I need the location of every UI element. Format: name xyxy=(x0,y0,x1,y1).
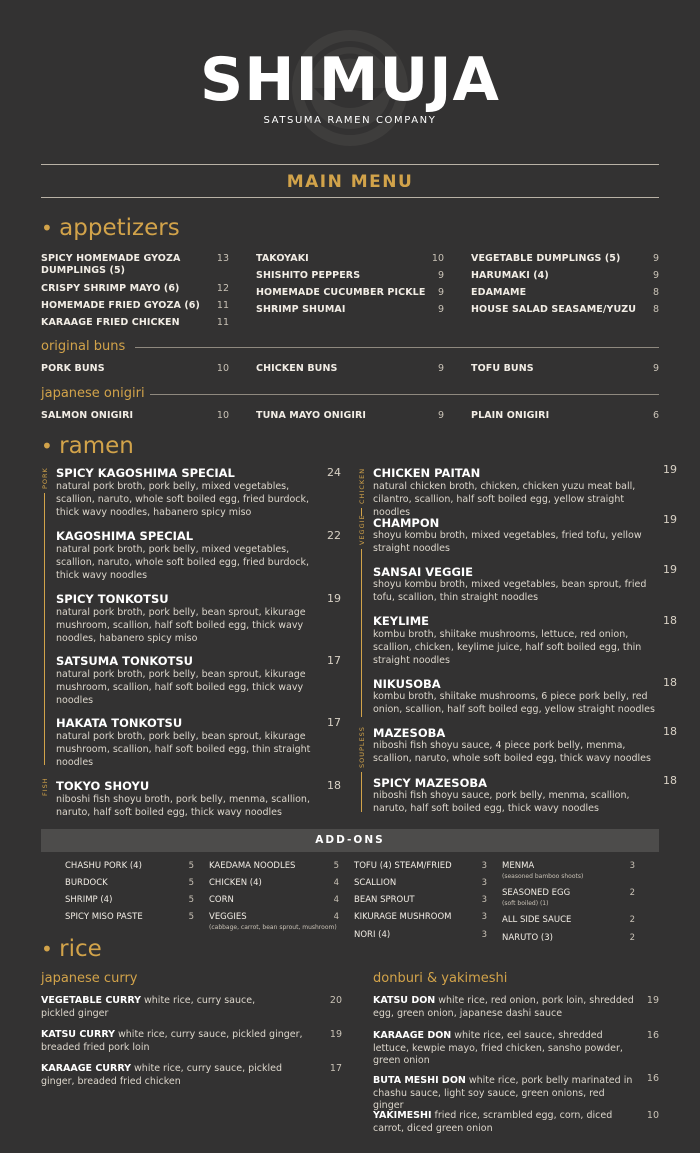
rice-item xyxy=(41,995,291,1020)
rice-item-name: KARAAGE DON xyxy=(373,1030,452,1041)
rice-item-name: KATSU DON xyxy=(373,995,436,1006)
addon-price: 3 xyxy=(481,895,487,905)
ramen-item-price: 19 xyxy=(663,463,677,476)
addon-item: MENMA xyxy=(502,861,535,871)
ramen-item-price: 24 xyxy=(327,466,341,479)
rice-item xyxy=(373,1110,635,1135)
menu-item-price: 9 xyxy=(652,270,659,281)
addon-item: NARUTO (3) xyxy=(502,933,553,943)
ramen-item-name: MAZESOBA xyxy=(373,726,446,740)
addon-price: 2 xyxy=(629,915,635,925)
menu-item-price: 12 xyxy=(216,283,229,294)
menu-item: HOMEMADE CUCUMBER PICKLE xyxy=(256,287,426,298)
menu-item-price: 6 xyxy=(652,410,659,421)
ramen-item-desc: natural pork broth, pork belly, mixed vegetables, scallion, naruto, whole soft boiled egg, fried burdock, thick wavy noodles xyxy=(56,544,310,581)
menu-item: PLAIN ONIGIRI xyxy=(471,410,550,421)
menu-item-price: 10 xyxy=(216,363,229,374)
menu-item: SPICY HOMEMADE GYOZA DUMPLINGS (5) xyxy=(41,253,181,276)
section-title-appetizers: • appetizers xyxy=(41,215,180,241)
rice-item-name: VEGETABLE CURRY xyxy=(41,995,141,1006)
ramen-item-price: 22 xyxy=(327,529,341,542)
category-tag-chicken: CHICKEN xyxy=(358,467,366,504)
rice-item-desc: white rice, red onion, pork loin, shredded egg, green onion, japanese dashi sauce xyxy=(373,995,634,1019)
ramen-item-price: 19 xyxy=(663,563,677,576)
rice-item-desc: white rice, eel sauce, shredded lettuce, kewpie mayo, fried chicken, sansho powder, green onion xyxy=(373,1030,623,1066)
category-line xyxy=(361,549,362,717)
menu-item: PORK BUNS xyxy=(41,363,105,374)
menu-item: SHRIMP SHUMAI xyxy=(256,304,346,315)
addon-item: ALL SIDE SAUCE xyxy=(502,915,572,925)
menu-item-price: 11 xyxy=(216,317,229,328)
ramen-item-name: KEYLIME xyxy=(373,614,430,628)
menu-item: CRISPY SHRIMP MAYO (6) xyxy=(41,283,180,294)
addon-price: 3 xyxy=(481,930,487,940)
ramen-item-price: 18 xyxy=(663,676,677,689)
divider xyxy=(41,197,659,198)
ramen-item-price: 19 xyxy=(327,592,341,605)
addon-price: 2 xyxy=(629,888,635,898)
rice-item-desc: white rice, curry sauce, pickled ginger xyxy=(41,995,256,1019)
addon-item: CHICKEN (4) xyxy=(209,878,262,888)
subsection-title-curry: japanese curry xyxy=(41,971,138,986)
menu-item-price: 8 xyxy=(652,287,659,298)
addon-price: 3 xyxy=(481,912,487,922)
rice-item xyxy=(41,1063,291,1088)
rice-item xyxy=(41,1029,311,1054)
ramen-item-desc: niboshi fish shoyu sauce, pork belly, menma, scallion, naruto, half soft boiled egg, thick wavy noodles xyxy=(373,790,630,814)
ramen-item-price: 19 xyxy=(663,513,677,526)
category-tag-soupless: SOUPLESS xyxy=(358,726,366,768)
ramen-item-name: CHICKEN PAITAN xyxy=(373,466,481,480)
addon-price: 3 xyxy=(629,861,635,871)
addon-price: 5 xyxy=(188,861,194,871)
ramen-item-desc: natural pork broth, pork belly, mixed vegetables, scallion, naruto, whole soft boiled egg, fried burdock, thick wavy noodles, habanero spicy miso xyxy=(56,481,310,518)
menu-item-price: 10 xyxy=(431,253,444,264)
ramen-item-price: 18 xyxy=(327,779,341,792)
menu-item-price: 9 xyxy=(437,410,444,421)
ramen-item-desc: natural pork broth, pork belly, bean sprout, kikurage mushroom, scallion, half soft boiled egg, thin straight noodles xyxy=(56,731,311,768)
rice-item xyxy=(373,995,635,1020)
addon-item: SPICY MISO PASTE xyxy=(65,912,143,922)
main-menu-title: MAIN MENU xyxy=(286,172,414,192)
menu-item: SALMON ONIGIRI xyxy=(41,410,134,421)
addon-price: 3 xyxy=(481,861,487,871)
section-title-ramen: • ramen xyxy=(41,433,134,459)
addon-price: 5 xyxy=(333,861,339,871)
menu-item-price: 13 xyxy=(216,253,229,264)
ramen-item-desc: kombu broth, shiitake mushrooms, lettuce, red onion, scallion, chicken, keylime juice, half soft boiled egg, thin straight noodles xyxy=(373,629,642,666)
menu-item: HOMEMADE FRIED GYOZA (6) xyxy=(41,300,200,311)
ramen-item-desc: natural pork broth, pork belly, bean sprout, kikurage mushroom, scallion, half soft boiled egg, thick wavy noodles xyxy=(56,669,306,706)
addon-item: TOFU (4) STEAM/FRIED xyxy=(354,861,452,871)
category-tag-pork: PORK xyxy=(41,467,49,489)
rice-item-desc: white rice, curry sauce, pickled ginger, breaded fried chicken xyxy=(41,1063,283,1087)
menu-item: KARAAGE FRIED CHICKEN xyxy=(41,317,180,328)
ramen-item-price: 18 xyxy=(663,614,677,627)
rice-item-price: 10 xyxy=(646,1110,659,1121)
menu-item: HOUSE SALAD SEASAME/YUZU xyxy=(471,304,637,315)
rice-item-desc: white rice, curry sauce, pickled ginger, breaded fried pork loin xyxy=(41,1029,303,1053)
ramen-item-desc: natural pork broth, pork belly, bean sprout, kikurage mushroom, scallion, half soft boiled egg, thick wavy noodles, habanero spicy miso xyxy=(56,607,306,644)
rice-item xyxy=(373,1075,635,1113)
ramen-item-name: HAKATA TONKOTSU xyxy=(56,716,183,730)
ramen-item-name: TOKYO SHOYU xyxy=(56,779,150,793)
logo xyxy=(0,22,700,142)
ramen-item-desc: niboshi fish shoyu broth, pork belly, menma, scallion, naruto, half soft boiled egg, thick wavy noodles xyxy=(56,794,310,818)
addon-item: KIKURAGE MUSHROOM xyxy=(354,912,452,922)
ramen-item-name: SANSAI VEGGIE xyxy=(373,565,474,579)
addon-price: 5 xyxy=(188,895,194,905)
category-line xyxy=(44,493,45,765)
addons-header: ADD-ONS xyxy=(41,829,659,852)
addon-item: SHRIMP (4) xyxy=(65,895,113,905)
rice-item-name: BUTA MESHI DON xyxy=(373,1075,466,1086)
menu-item: VEGETABLE DUMPLINGS (5) xyxy=(471,253,621,264)
category-line xyxy=(361,772,362,812)
rice-item-desc: white rice, pork belly marinated in chashu sauce, light soy sauce, green onions, red ginger xyxy=(373,1075,633,1111)
ramen-item-desc: niboshi fish shoyu sauce, 4 piece pork belly, menma, scallion, naruto, whole soft boiled egg, thick wavy noodles xyxy=(373,740,651,764)
ramen-item-price: 18 xyxy=(663,725,677,738)
ramen-item-name: SATSUMA TONKOTSU xyxy=(56,654,193,668)
logo-text: SHIMUJA xyxy=(200,45,500,115)
divider xyxy=(150,394,659,395)
ramen-item-name: SPICY KAGOSHIMA SPECIAL xyxy=(56,466,235,480)
category-tag-fish: FISH xyxy=(41,777,49,796)
rice-item-price: 16 xyxy=(646,1073,659,1084)
addon-item: SCALLION xyxy=(354,878,397,888)
addon-item: NORI (4) xyxy=(354,930,391,940)
addon-item: SEASONED EGG xyxy=(502,888,571,898)
menu-item: HARUMAKI (4) xyxy=(471,270,549,281)
addon-item: CHASHU PORK (4) xyxy=(65,861,142,871)
rice-item-price: 19 xyxy=(329,1029,342,1040)
subsection-title-onigiri: japanese onigiri xyxy=(41,386,145,401)
subsection-title-buns: original buns xyxy=(41,339,126,354)
menu-item-price: 9 xyxy=(652,253,659,264)
divider xyxy=(135,347,659,348)
ramen-item-name: CHAMPON xyxy=(373,516,440,530)
menu-item-price: 10 xyxy=(216,410,229,421)
ramen-item-desc: natural chicken broth, chicken, chicken yuzu meat ball, cilantro, scallion, half soft boiled egg, yellow straight noodles xyxy=(373,481,636,518)
ramen-item-desc: shoyu kombu broth, mixed vegetables, fried tofu, yellow straight noodles xyxy=(373,530,642,554)
ramen-item-price: 17 xyxy=(327,716,341,729)
menu-item-price: 11 xyxy=(216,300,229,311)
menu-item: TUNA MAYO ONIGIRI xyxy=(256,410,367,421)
rice-item-name: KATSU CURRY xyxy=(41,1029,115,1040)
addon-item: KAEDAMA NOODLES xyxy=(209,861,296,871)
menu-item-price: 8 xyxy=(652,304,659,315)
menu-item-price: 9 xyxy=(437,304,444,315)
rice-item xyxy=(373,1030,635,1068)
ramen-item-desc: kombu broth, shiitake mushrooms, 6 piece pork belly, red onion, scallion, half soft boiled egg, yellow straight noodles xyxy=(373,691,655,715)
addon-note: (seasoned bamboo shoots) xyxy=(502,873,584,880)
addon-note: (cabbage, carrot, bean sprout, mushroom) xyxy=(209,924,337,931)
divider xyxy=(41,164,659,165)
rice-item-price: 16 xyxy=(646,1030,659,1041)
menu-item-price: 9 xyxy=(652,363,659,374)
addon-price: 4 xyxy=(333,878,339,888)
ramen-item-name: NIKUSOBA xyxy=(373,677,441,691)
addon-price: 4 xyxy=(333,895,339,905)
menu-item: CHICKEN BUNS xyxy=(256,363,338,374)
addon-price: 4 xyxy=(333,912,339,922)
ramen-item-desc: shoyu kombu broth, mixed vegetables, bean sprout, fried tofu, scallion, thin straight noodles xyxy=(373,579,647,603)
category-tag-veggie: VEGGIE xyxy=(358,514,366,545)
addon-price: 3 xyxy=(481,878,487,888)
addon-item: BURDOCK xyxy=(65,878,108,888)
addon-price: 5 xyxy=(188,878,194,888)
menu-item: EDAMAME xyxy=(471,287,527,298)
logo-subtitle: SATSUMA RAMEN COMPANY xyxy=(263,115,437,126)
rice-item-price: 19 xyxy=(646,995,659,1006)
menu-item: SHISHITO PEPPERS xyxy=(256,270,361,281)
addon-price: 5 xyxy=(188,912,194,922)
addon-item: BEAN SPROUT xyxy=(354,895,415,905)
subsection-title-donburi: donburi & yakimeshi xyxy=(373,971,508,986)
ramen-item-price: 17 xyxy=(327,654,341,667)
rice-item-price: 17 xyxy=(329,1063,342,1074)
menu-item-price: 9 xyxy=(437,287,444,298)
ramen-item-name: KAGOSHIMA SPECIAL xyxy=(56,529,194,543)
ramen-item-name: SPICY MAZESOBA xyxy=(373,776,488,790)
rice-item-name: YAKIMESHI xyxy=(373,1110,432,1121)
ramen-item-price: 18 xyxy=(663,774,677,787)
menu-item-price: 9 xyxy=(437,270,444,281)
addon-note: (soft boiled) (1) xyxy=(502,900,549,907)
section-title-rice: • rice xyxy=(41,936,102,962)
addon-price: 2 xyxy=(629,933,635,943)
addon-item: CORN xyxy=(209,895,234,905)
menu-item-price: 9 xyxy=(437,363,444,374)
addon-item: VEGGIES xyxy=(209,912,247,922)
rice-item-name: KARAAGE CURRY xyxy=(41,1063,132,1074)
rice-item-desc: fried rice, scrambled egg, corn, diced carrot, diced green onion xyxy=(373,1110,613,1134)
menu-item: TAKOYAKI xyxy=(256,253,309,264)
rice-item-price: 20 xyxy=(329,995,342,1006)
menu-item: TOFU BUNS xyxy=(471,363,534,374)
ramen-item-name: SPICY TONKOTSU xyxy=(56,592,169,606)
